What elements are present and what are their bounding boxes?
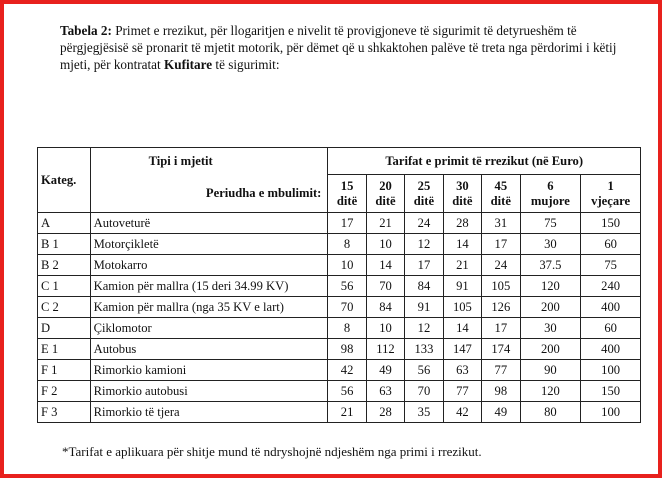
tariff-value-cell: 56: [328, 381, 366, 402]
tariff-value-cell: 400: [581, 339, 641, 360]
tariff-value-cell: 77: [443, 381, 481, 402]
caption-text-after: të sigurimit:: [215, 57, 280, 72]
tariffs-header: Tarifat e primit të rrezikut (në Euro): [328, 148, 641, 175]
tariff-value-cell: 30: [520, 234, 581, 255]
tariff-value-cell: 21: [443, 255, 481, 276]
tariff-value-cell: 21: [366, 213, 404, 234]
tariff-value-cell: 42: [443, 402, 481, 423]
tariff-value-cell: 100: [581, 402, 641, 423]
vehicle-type-cell: Rimorkio të tjera: [90, 402, 328, 423]
category-cell: B 1: [38, 234, 91, 255]
vehicle-type-cell: Kamion për mallra (nga 35 KV e lart): [90, 297, 328, 318]
tariff-value-cell: 14: [366, 255, 404, 276]
tariff-value-cell: 150: [581, 381, 641, 402]
tariff-value-cell: 24: [482, 255, 520, 276]
tariff-value-cell: 126: [482, 297, 520, 318]
vehicle-type-cell: Kamion për mallra (15 deri 34.99 KV): [90, 276, 328, 297]
table-row: [38, 213, 641, 234]
tariff-value-cell: 8: [328, 318, 366, 339]
tariff-value-cell: 84: [366, 297, 404, 318]
tariff-value-cell: 91: [405, 297, 443, 318]
tariff-value-cell: 60: [581, 234, 641, 255]
tariff-value-cell: 70: [366, 276, 404, 297]
tariff-value-cell: 17: [405, 255, 443, 276]
tariff-value-cell: 400: [581, 297, 641, 318]
tariff-value-cell: 75: [581, 255, 641, 276]
period-unit: ditë: [452, 193, 473, 208]
period-header: [520, 175, 581, 213]
caption-text-before: Primet e rrezikut, për llogaritjen e nivelit të provigjoneve të sigurimit të detyrueshëm të përgjegjësisë së pronarit të mjetit motorik, për dëmet që u shkaktohen palëve të treta nga përdorimi i këtij mjeti, për kontratat: [60, 23, 617, 72]
vehicle-type-cell: Çiklomotor: [90, 318, 328, 339]
table-row: [38, 276, 641, 297]
tariff-value-cell: 21: [328, 402, 366, 423]
period-header: [581, 175, 641, 213]
tariff-value-cell: 12: [405, 234, 443, 255]
category-cell: C 1: [38, 276, 91, 297]
period-number: 20: [379, 178, 392, 193]
table-row: [38, 360, 641, 381]
tariff-value-cell: 174: [482, 339, 520, 360]
tariff-value-cell: 56: [405, 360, 443, 381]
period-unit: ditë: [490, 193, 511, 208]
period-header: [443, 175, 481, 213]
tariff-value-cell: 120: [520, 276, 581, 297]
table-row: [38, 255, 641, 276]
caption-label: Tabela 2:: [60, 23, 112, 38]
vehicle-type-cell: Rimorkio kamioni: [90, 360, 328, 381]
period-number: 45: [494, 178, 508, 193]
tariff-value-cell: 17: [482, 318, 520, 339]
period-number: 25: [417, 178, 431, 193]
tariff-value-cell: 147: [443, 339, 481, 360]
table-row: [38, 297, 641, 318]
tariff-value-cell: 10: [366, 234, 404, 255]
tariff-value-cell: 14: [443, 234, 481, 255]
category-cell: F 2: [38, 381, 91, 402]
category-cell: F 1: [38, 360, 91, 381]
tariff-value-cell: 56: [328, 276, 366, 297]
table-row: [38, 402, 641, 423]
footnote: *Tarifat e aplikuara për shitje mund të ndryshojnë ndjeshëm nga primi i rrezikut.: [62, 444, 482, 459]
tariff-value-cell: 49: [482, 402, 520, 423]
period-unit: ditë: [413, 193, 435, 208]
tariff-value-cell: 17: [328, 213, 366, 234]
tariff-table-body: [38, 213, 641, 423]
tariff-value-cell: 70: [405, 381, 443, 402]
tariff-value-cell: 63: [443, 360, 481, 381]
table-row: [38, 381, 641, 402]
tariff-value-cell: 49: [366, 360, 404, 381]
tariff-value-cell: 150: [581, 213, 641, 234]
category-cell: D: [38, 318, 91, 339]
period-header: [328, 175, 366, 213]
period-number: 6: [547, 178, 554, 193]
tariff-value-cell: 14: [443, 318, 481, 339]
category-cell: B 2: [38, 255, 91, 276]
category-cell: F 3: [38, 402, 91, 423]
tariff-value-cell: 63: [366, 381, 404, 402]
table-row: [38, 234, 641, 255]
tariff-value-cell: 200: [520, 339, 581, 360]
category-cell: E 1: [38, 339, 91, 360]
period-unit: vjeçare: [591, 193, 631, 208]
tariff-value-cell: 133: [405, 339, 443, 360]
caption-emphasis: Kufitare: [164, 57, 213, 72]
tariff-value-cell: 240: [581, 276, 641, 297]
tariff-value-cell: 31: [482, 213, 520, 234]
tariff-value-cell: 112: [366, 339, 404, 360]
tariff-value-cell: 98: [328, 339, 366, 360]
tariff-value-cell: 30: [520, 318, 581, 339]
tariff-value-cell: 70: [328, 297, 366, 318]
tariff-value-cell: 42: [328, 360, 366, 381]
tariff-value-cell: 60: [581, 318, 641, 339]
tariff-value-cell: 37.5: [520, 255, 581, 276]
tariff-table: [37, 147, 641, 423]
period-header: [366, 175, 404, 213]
coverage-period-header: Periudha e mbulimit:: [90, 175, 328, 213]
vehicle-type-cell: Autobus: [90, 339, 328, 360]
period-unit: mujore: [530, 193, 570, 208]
tariff-value-cell: 105: [443, 297, 481, 318]
tariff-value-cell: 105: [482, 276, 520, 297]
vehicle-type-cell: Motorçikletë: [90, 234, 328, 255]
vehicle-type-cell: Motokarro: [90, 255, 328, 276]
tariff-value-cell: 84: [405, 276, 443, 297]
tariff-value-cell: 200: [520, 297, 581, 318]
category-cell: C 2: [38, 297, 91, 318]
tariff-value-cell: 35: [405, 402, 443, 423]
tariff-value-cell: 75: [520, 213, 581, 234]
tariff-value-cell: 90: [520, 360, 581, 381]
category-header: Kateg.: [38, 148, 91, 213]
category-cell: A: [38, 213, 91, 234]
vehicle-type-header: Tipi i mjetit: [90, 148, 328, 175]
tariff-value-cell: 28: [443, 213, 481, 234]
vehicle-type-cell: Autoveturë: [90, 213, 328, 234]
period-number: 30: [456, 178, 469, 193]
period-header: [405, 175, 443, 213]
tariff-value-cell: 80: [520, 402, 581, 423]
period-unit: ditë: [375, 193, 396, 208]
tariff-value-cell: 120: [520, 381, 581, 402]
tariff-value-cell: 12: [405, 318, 443, 339]
tariff-value-cell: 17: [482, 234, 520, 255]
tariff-value-cell: 77: [482, 360, 520, 381]
table-row: [38, 318, 641, 339]
period-number: 15: [340, 178, 354, 193]
table-caption: [60, 22, 640, 73]
vehicle-type-cell: Rimorkio autobusi: [90, 381, 328, 402]
tariff-value-cell: 98: [482, 381, 520, 402]
period-unit: ditë: [336, 193, 358, 208]
tariff-value-cell: 100: [581, 360, 641, 381]
tariff-value-cell: 28: [366, 402, 404, 423]
period-number: 1: [607, 178, 614, 193]
tariff-value-cell: 10: [328, 255, 366, 276]
tariff-value-cell: 10: [366, 318, 404, 339]
period-header: [482, 175, 520, 213]
tariff-value-cell: 91: [443, 276, 481, 297]
tariff-value-cell: 24: [405, 213, 443, 234]
tariff-value-cell: 8: [328, 234, 366, 255]
table-row: [38, 339, 641, 360]
